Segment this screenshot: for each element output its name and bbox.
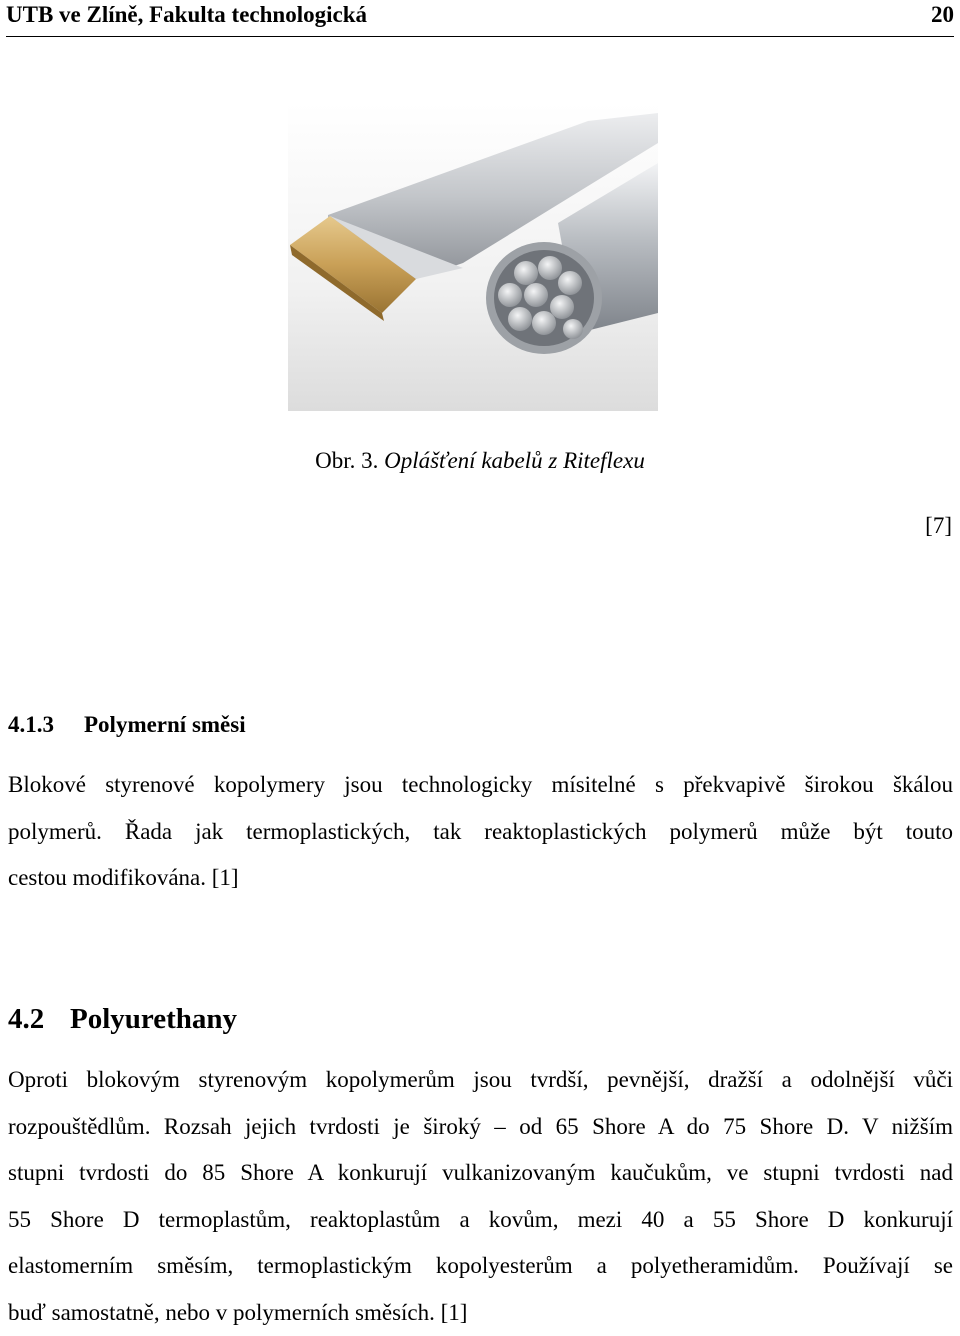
paragraph-line: 55 Shore D termoplastům, reaktoplastům a kovům, mezi 40 a 55 Shore D konkurují bbox=[8, 1197, 953, 1244]
paragraph-line: rozpouštědlům. Rozsah jejich tvrdosti je široký – od 65 Shore A do 75 Shore D. V nižším bbox=[8, 1104, 953, 1151]
caption-text: Oplášťení kabelů z Riteflexu bbox=[384, 448, 645, 473]
cable-figure-image bbox=[288, 103, 658, 411]
caption-prefix: Obr. 3. bbox=[315, 448, 378, 473]
cable-illustration bbox=[288, 103, 658, 411]
paragraph-line: stupni tvrdosti do 85 Shore A konkurují vulkanizovaným kaučukům, ve stupni tvrdosti nad bbox=[8, 1150, 953, 1197]
subsection-number: 4.1.3 bbox=[8, 712, 84, 738]
page-header bbox=[6, 0, 954, 37]
paragraph-line: Oproti blokovým styrenovým kopolymerům jsou tvrdší, pevnější, dražší a odolnější vůči bbox=[8, 1057, 953, 1104]
paragraph-line: polymerů. Řada jak termoplastických, tak reaktoplastických polymerů může být touto bbox=[8, 809, 953, 856]
paragraph-line: buď samostatně, nebo v polymerních směsích. [1] bbox=[8, 1290, 953, 1336]
figure-source: [7] bbox=[925, 513, 952, 539]
paragraph-line: elastomerním směsím, termoplastickým kopolyesterům a polyetheramidům. Používají se bbox=[8, 1243, 953, 1290]
subsection-heading bbox=[8, 712, 246, 738]
paragraph-line: cestou modifikována. [1] bbox=[8, 855, 953, 902]
section-number: 4.2 bbox=[8, 1003, 70, 1036]
page-number: 20 bbox=[931, 2, 954, 28]
subsection-title: Polymerní směsi bbox=[84, 712, 246, 737]
section-paragraph bbox=[8, 1057, 953, 1336]
header-title: UTB ve Zlíně, Fakulta technologická bbox=[6, 2, 367, 28]
section-title: Polyurethany bbox=[70, 1003, 237, 1035]
figure-caption bbox=[0, 448, 960, 474]
subsection-paragraph bbox=[8, 762, 953, 902]
paragraph-line: Blokové styrenové kopolymery jsou technologicky mísitelné s překvapivě širokou škálou bbox=[8, 762, 953, 809]
section-heading bbox=[8, 1003, 237, 1036]
